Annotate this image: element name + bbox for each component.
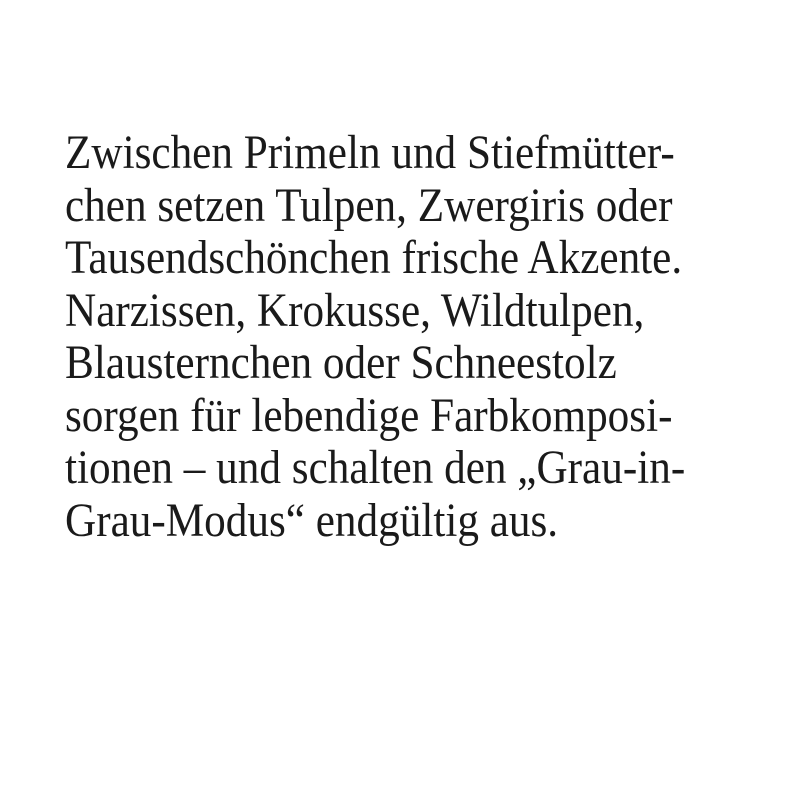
- text-line: sorgen für lebendige Farbkomposi-: [65, 388, 673, 442]
- text-line: tionen – und schalten den „Grau-in-: [65, 441, 686, 494]
- text-line: Blausternchen oder Schneestolz: [65, 336, 617, 389]
- text-line: Grau-Modus“ endgültig aus.: [65, 493, 559, 547]
- text-line: Zwischen Primeln und Stiefmütter-: [65, 126, 675, 179]
- text-line: Narzissen, Krokusse, Wildtulpen,: [65, 283, 645, 337]
- text-line: chen setzen Tulpen, Zwergiris oder: [65, 178, 673, 232]
- text-line: Tausendschönchen frische Akzente.: [65, 231, 683, 284]
- paragraph: [65, 127, 724, 547]
